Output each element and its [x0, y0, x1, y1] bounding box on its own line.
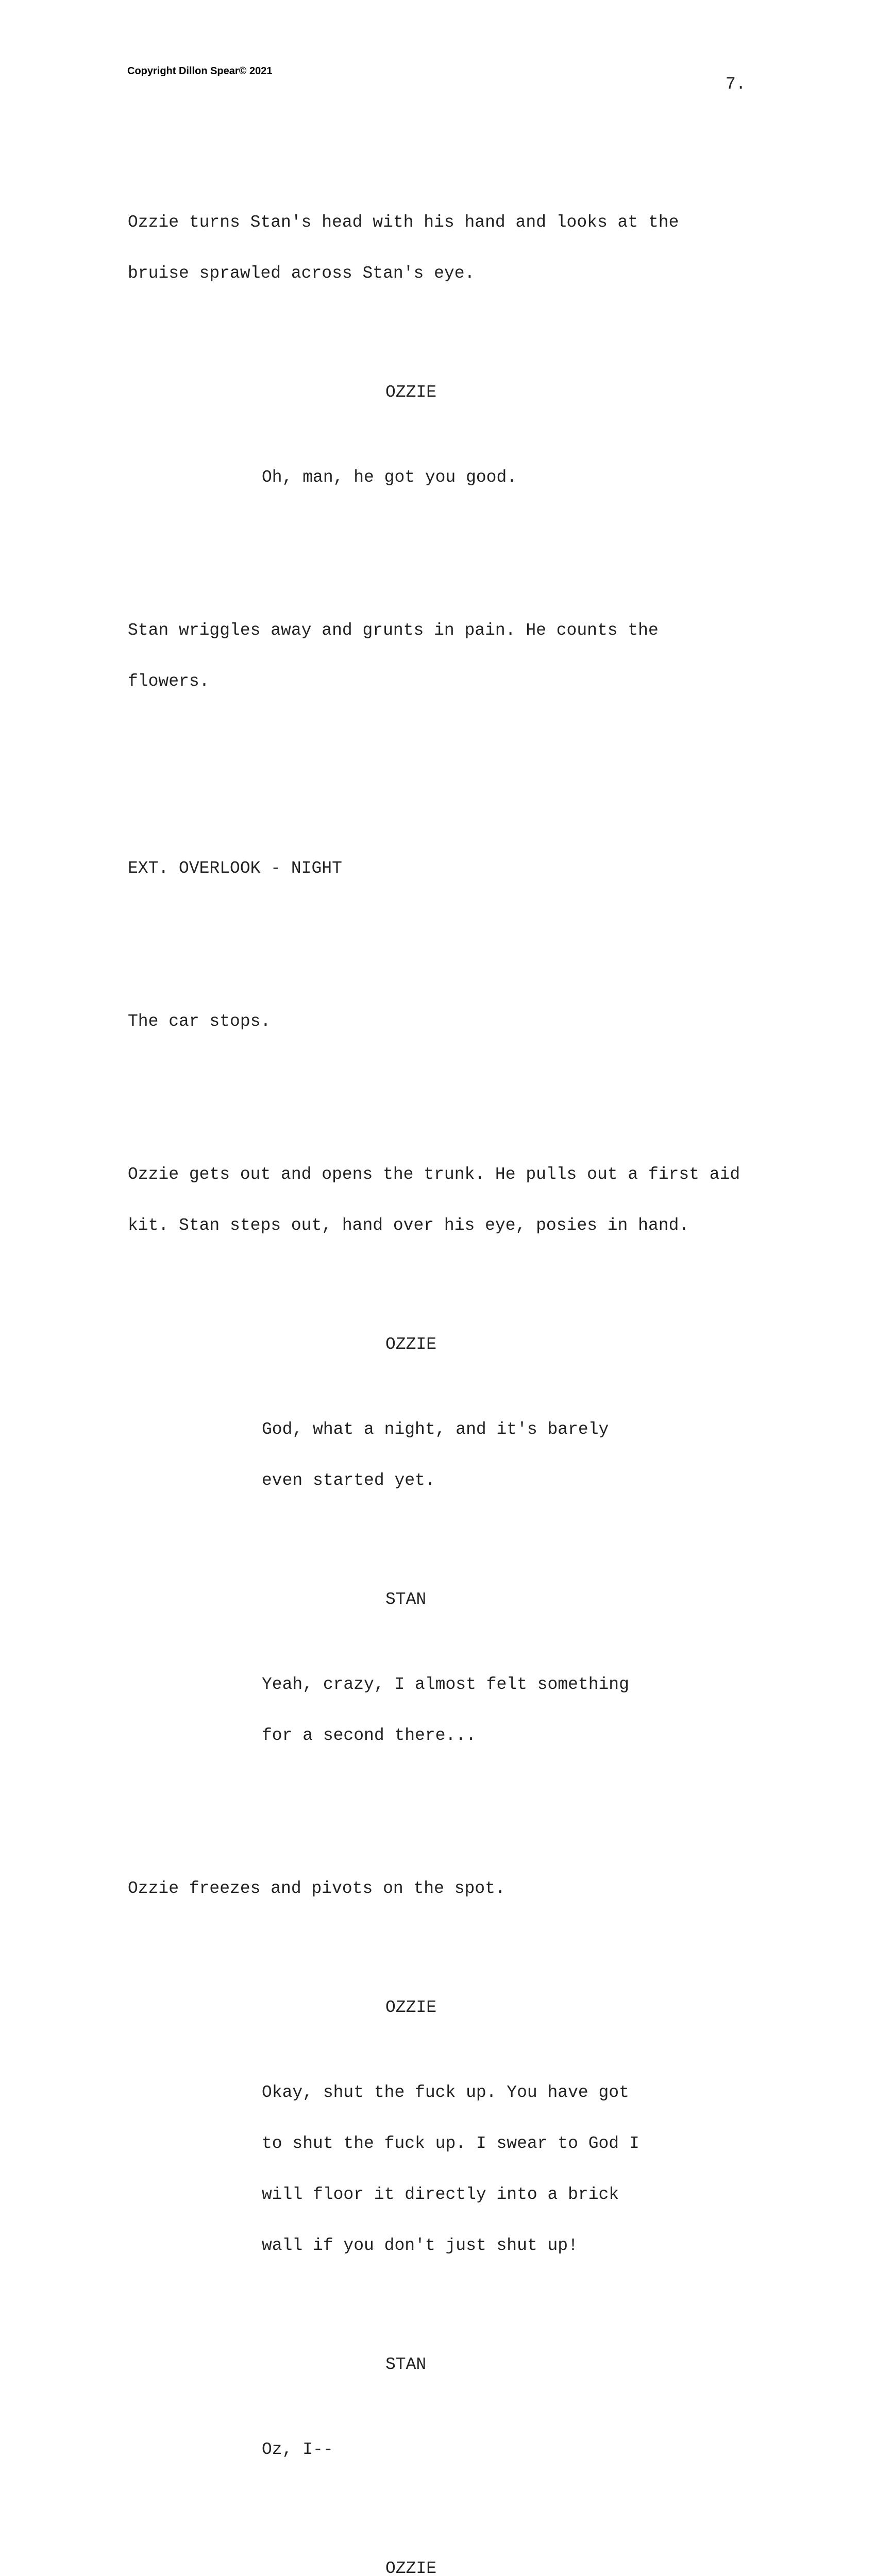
- character-name: OZZIE: [385, 2559, 437, 2576]
- action-text: Stan wriggles away and grunts in pain. He counts the: [128, 621, 659, 640]
- dialogue: [262, 2050, 767, 2288]
- dialogue-text: Oz, I--: [262, 2440, 333, 2459]
- character-name: OZZIE: [385, 1998, 437, 2017]
- page-number: 7.: [726, 75, 746, 94]
- action-text: Ozzie gets out and opens the trunk. He pulls out a first aid: [128, 1165, 740, 1184]
- dialogue: [262, 1387, 767, 1523]
- action-line: [128, 1132, 767, 1268]
- action-text: The car stops.: [128, 1012, 271, 1031]
- character-name: STAN: [385, 2355, 427, 2374]
- dialogue-text: even started yet.: [262, 1471, 435, 1490]
- scene-heading-text: EXT. OVERLOOK - NIGHT: [128, 859, 342, 878]
- action-text: bruise sprawled across Stan's eye.: [128, 264, 475, 283]
- action-line: [128, 588, 767, 724]
- action-text: flowers.: [128, 672, 210, 691]
- dialogue-text: wall if you don't just shut up!: [262, 2236, 578, 2255]
- action-line: [128, 180, 767, 316]
- copyright-notice: Copyright Dillon Spear© 2021: [127, 65, 273, 77]
- scene-heading: [128, 826, 767, 911]
- dialogue-text: will floor it directly into a brick: [262, 2185, 619, 2204]
- dialogue: [262, 1642, 767, 1778]
- action-text: Ozzie turns Stan's head with his hand and looks at the: [128, 213, 679, 232]
- screenplay-page: [128, 129, 767, 2576]
- dialogue-text: God, what a night, and it's barely: [262, 1420, 609, 1439]
- dialogue-text: Okay, shut the fuck up. You have got: [262, 2083, 629, 2102]
- character-name: OZZIE: [385, 1335, 437, 1354]
- dialogue-text: to shut the fuck up. I swear to God I: [262, 2134, 639, 2153]
- action-text: Ozzie freezes and pivots on the spot.: [128, 1879, 506, 1898]
- dialogue: [262, 2407, 767, 2492]
- action-text: kit. Stan steps out, hand over his eye, posies in hand.: [128, 1216, 689, 1235]
- character-name: OZZIE: [385, 383, 437, 402]
- action-line: [128, 979, 767, 1064]
- character-name: STAN: [385, 1590, 427, 1609]
- dialogue-text: for a second there...: [262, 1726, 476, 1745]
- action-line: [128, 1846, 767, 1931]
- dialogue: [262, 435, 767, 520]
- dialogue-text: Yeah, crazy, I almost felt something: [262, 1675, 629, 1694]
- dialogue-text: Oh, man, he got you good.: [262, 468, 517, 487]
